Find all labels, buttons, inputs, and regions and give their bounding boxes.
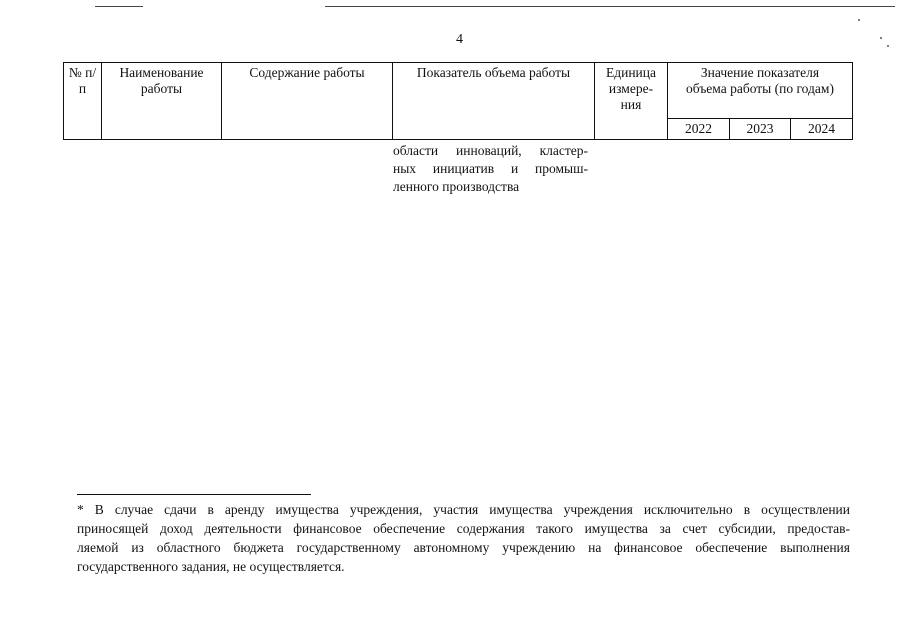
header-volume-indicator: Показатель объема работы (393, 63, 595, 140)
scan-speck (880, 37, 882, 39)
scan-line (95, 6, 143, 7)
header-year-2024: 2024 (791, 119, 853, 140)
continued-line: ленного производства (393, 179, 520, 194)
continued-cell-text (393, 142, 588, 196)
page-number: 4 (456, 32, 463, 47)
header-indicator-value: Значение показателя объема работы (по годам) (668, 63, 853, 119)
scan-line (325, 6, 895, 7)
scan-speck (887, 45, 889, 47)
header-work-name: Наименование работы (102, 63, 222, 140)
scan-speck (858, 19, 860, 21)
continued-line: области инноваций, кластер- (393, 143, 588, 158)
footnote-line: государственного задания, не осуществляется. (77, 559, 345, 574)
work-volume-table-header (63, 62, 853, 140)
header-year-2023: 2023 (730, 119, 791, 140)
header-unit: Единица измере- ния (595, 63, 668, 140)
header-year-2022: 2022 (668, 119, 730, 140)
footnote-line: * В случае сдачи в аренду имущества учреждения, участия имущества учреждения исключительно в осуществлении (77, 502, 850, 517)
footnote-separator (77, 494, 311, 495)
header-number: № п/п (64, 63, 102, 140)
footnote (77, 500, 850, 576)
header-work-content: Содержание работы (222, 63, 393, 140)
continued-line: ных инициатив и промыш- (393, 161, 588, 176)
footnote-line: ляемой из областного бюджета государственному автономному учреждению на финансовое обеспечение выполнения (77, 540, 850, 555)
footnote-line: приносящей доход деятельности финансовое обеспечение содержания такого имущества за счет субсидии, предостав- (77, 521, 850, 536)
